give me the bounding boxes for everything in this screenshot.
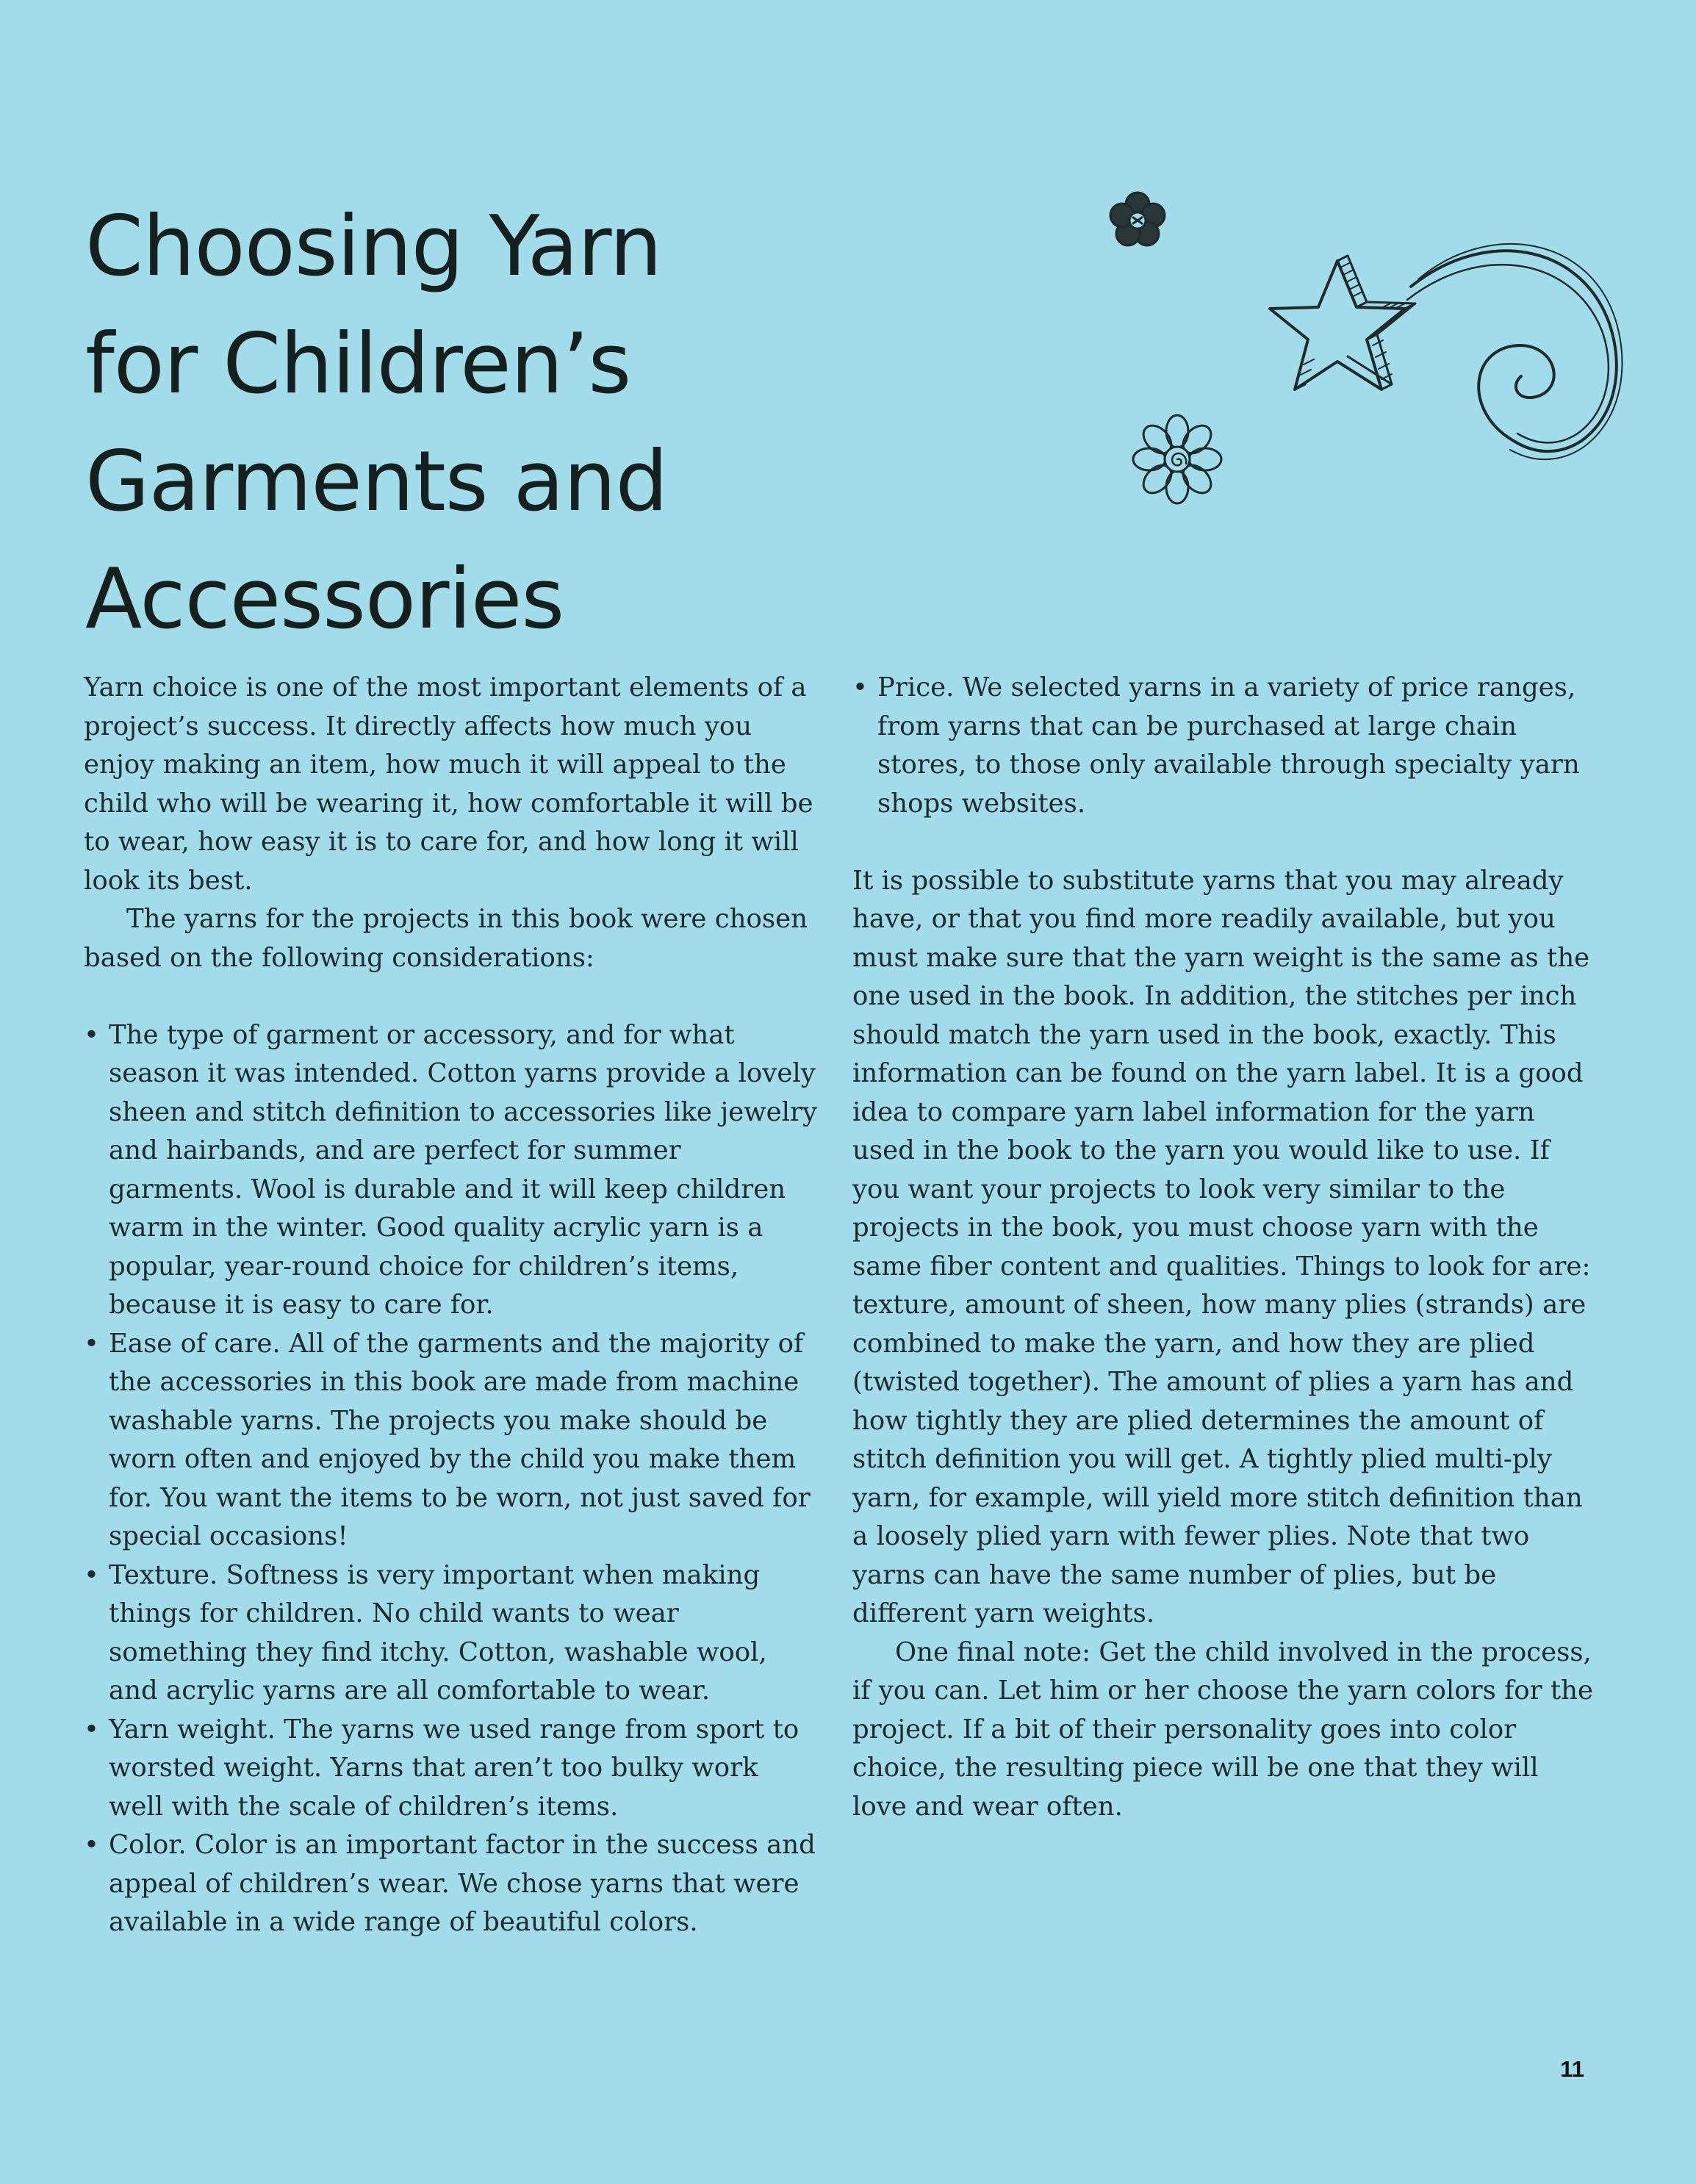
star-icon	[1270, 256, 1415, 389]
considerations-list-continued	[852, 669, 1595, 823]
list-item	[84, 1556, 819, 1711]
list-item-text: Price. We selected yarns in a variety of price ranges, from yarns that can be purchased at large chain stores, to those only available through specialty yarn shops websites.	[877, 672, 1580, 819]
list-item	[84, 1826, 819, 1942]
list-item-text: Ease of care. All of the garments and the majority of the accessories in this book are made from machine washable yarns. The projects you make should be worn often and enjoyed by the child you make them for. You want the items to be worn, not just saved for special occasions!	[109, 1328, 811, 1551]
title-line: for Children’s	[85, 315, 631, 412]
swirl-icon	[1407, 244, 1622, 459]
bullet-glyph: •	[84, 1019, 99, 1050]
title-line: Accessories	[85, 550, 564, 647]
list-item-text: Texture. Softness is very important when making things for children. No child wants to wear something they find itchy. Cotton, washable wool, and acrylic yarns are all comfortable to wear.	[109, 1559, 767, 1706]
list-item-text: The type of garment or accessory, and for what season it was intended. Cotton yarns provide a lovely sheen and stitch definition to accessories like jewelry and hairbands, and are perfect for summer garments. Wool is durable and it will keep children warm in the winter. Good quality acrylic yarn is a popular, year-round choice for children’s items, because it is easy to care for.	[109, 1019, 817, 1320]
intro-paragraph: Yarn choice is one of the most important elements of a project’s success. It directly affects how much you enjoy making an item, how much it will appeal to the child who will be wearing it, how comfortable it will be to wear, how easy it is to care for, and how long it will look its best.	[84, 672, 813, 896]
substitution-paragraph: It is possible to substitute yarns that you may already have, or that you find more readily available, but you must make sure that the yarn weight is the same as the one used in the book. In addition, the stitches per inch should match the yarn used in the book, exactly. This information can be found on the yarn label. It is a good idea to compare yarn label information for the yarn used in the book to the yarn you would like to use. If you want your projects to look very similar to the projects in the book, you must choose yarn with the same fiber content and qualities. Things to look for are: texture, amount of sheen, how many plies (strands) are combined to make the yarn, and how they are plied (twisted together). The amount of plies a yarn has and how tightly they are plied determines the amount of stitch definition you will get. A tightly plied multi-ply yarn, for example, will yield more stitch definition than a loosely plied yarn with fewer plies. Note that two yarns can have the same number of plies, but be different yarn weights.	[852, 865, 1591, 1628]
paragraph-gap	[84, 977, 819, 1016]
list-item-text: Yarn weight. The yarns we used range from sport to worsted weight. Yarns that aren’t too bulky work well with the scale of children’s items.	[109, 1714, 800, 1822]
final-note-paragraph: One final note: Get the child involved in the process, if you can. Let him or her choose the yarn colors for the project. If a bit of their personality goes into color choice, the resulting piece will be one that they will love and wear often.	[852, 1637, 1594, 1822]
flower-icon	[1110, 193, 1165, 245]
list-item	[84, 1325, 819, 1556]
bullet-glyph: •	[84, 1714, 99, 1745]
list-item	[852, 669, 1595, 823]
list-item	[84, 1016, 819, 1325]
bullet-glyph: •	[84, 1830, 99, 1860]
list-item-text: Color. Color is an important factor in the success and appeal of children’s wear. We chose yarns that were available in a wide range of beautiful colors.	[109, 1830, 816, 1937]
decorative-doodles	[1102, 176, 1646, 522]
title-line: Choosing Yarn	[85, 198, 662, 295]
right-column	[852, 669, 1595, 1826]
bullet-glyph: •	[84, 1559, 99, 1590]
bullet-glyph: •	[84, 1328, 99, 1359]
bullet-glyph: •	[852, 672, 868, 703]
title-line: Garments and	[85, 433, 668, 530]
flower-icon	[1133, 415, 1221, 503]
considerations-list	[84, 1016, 819, 1942]
considerations-intro: The yarns for the projects in this book were chosen based on the following considerations:	[84, 904, 808, 973]
paragraph-gap	[852, 823, 1595, 862]
left-column	[84, 669, 819, 1942]
page-number: 11	[1560, 2056, 1584, 2082]
list-item	[84, 1711, 819, 1827]
page-title	[85, 187, 805, 658]
